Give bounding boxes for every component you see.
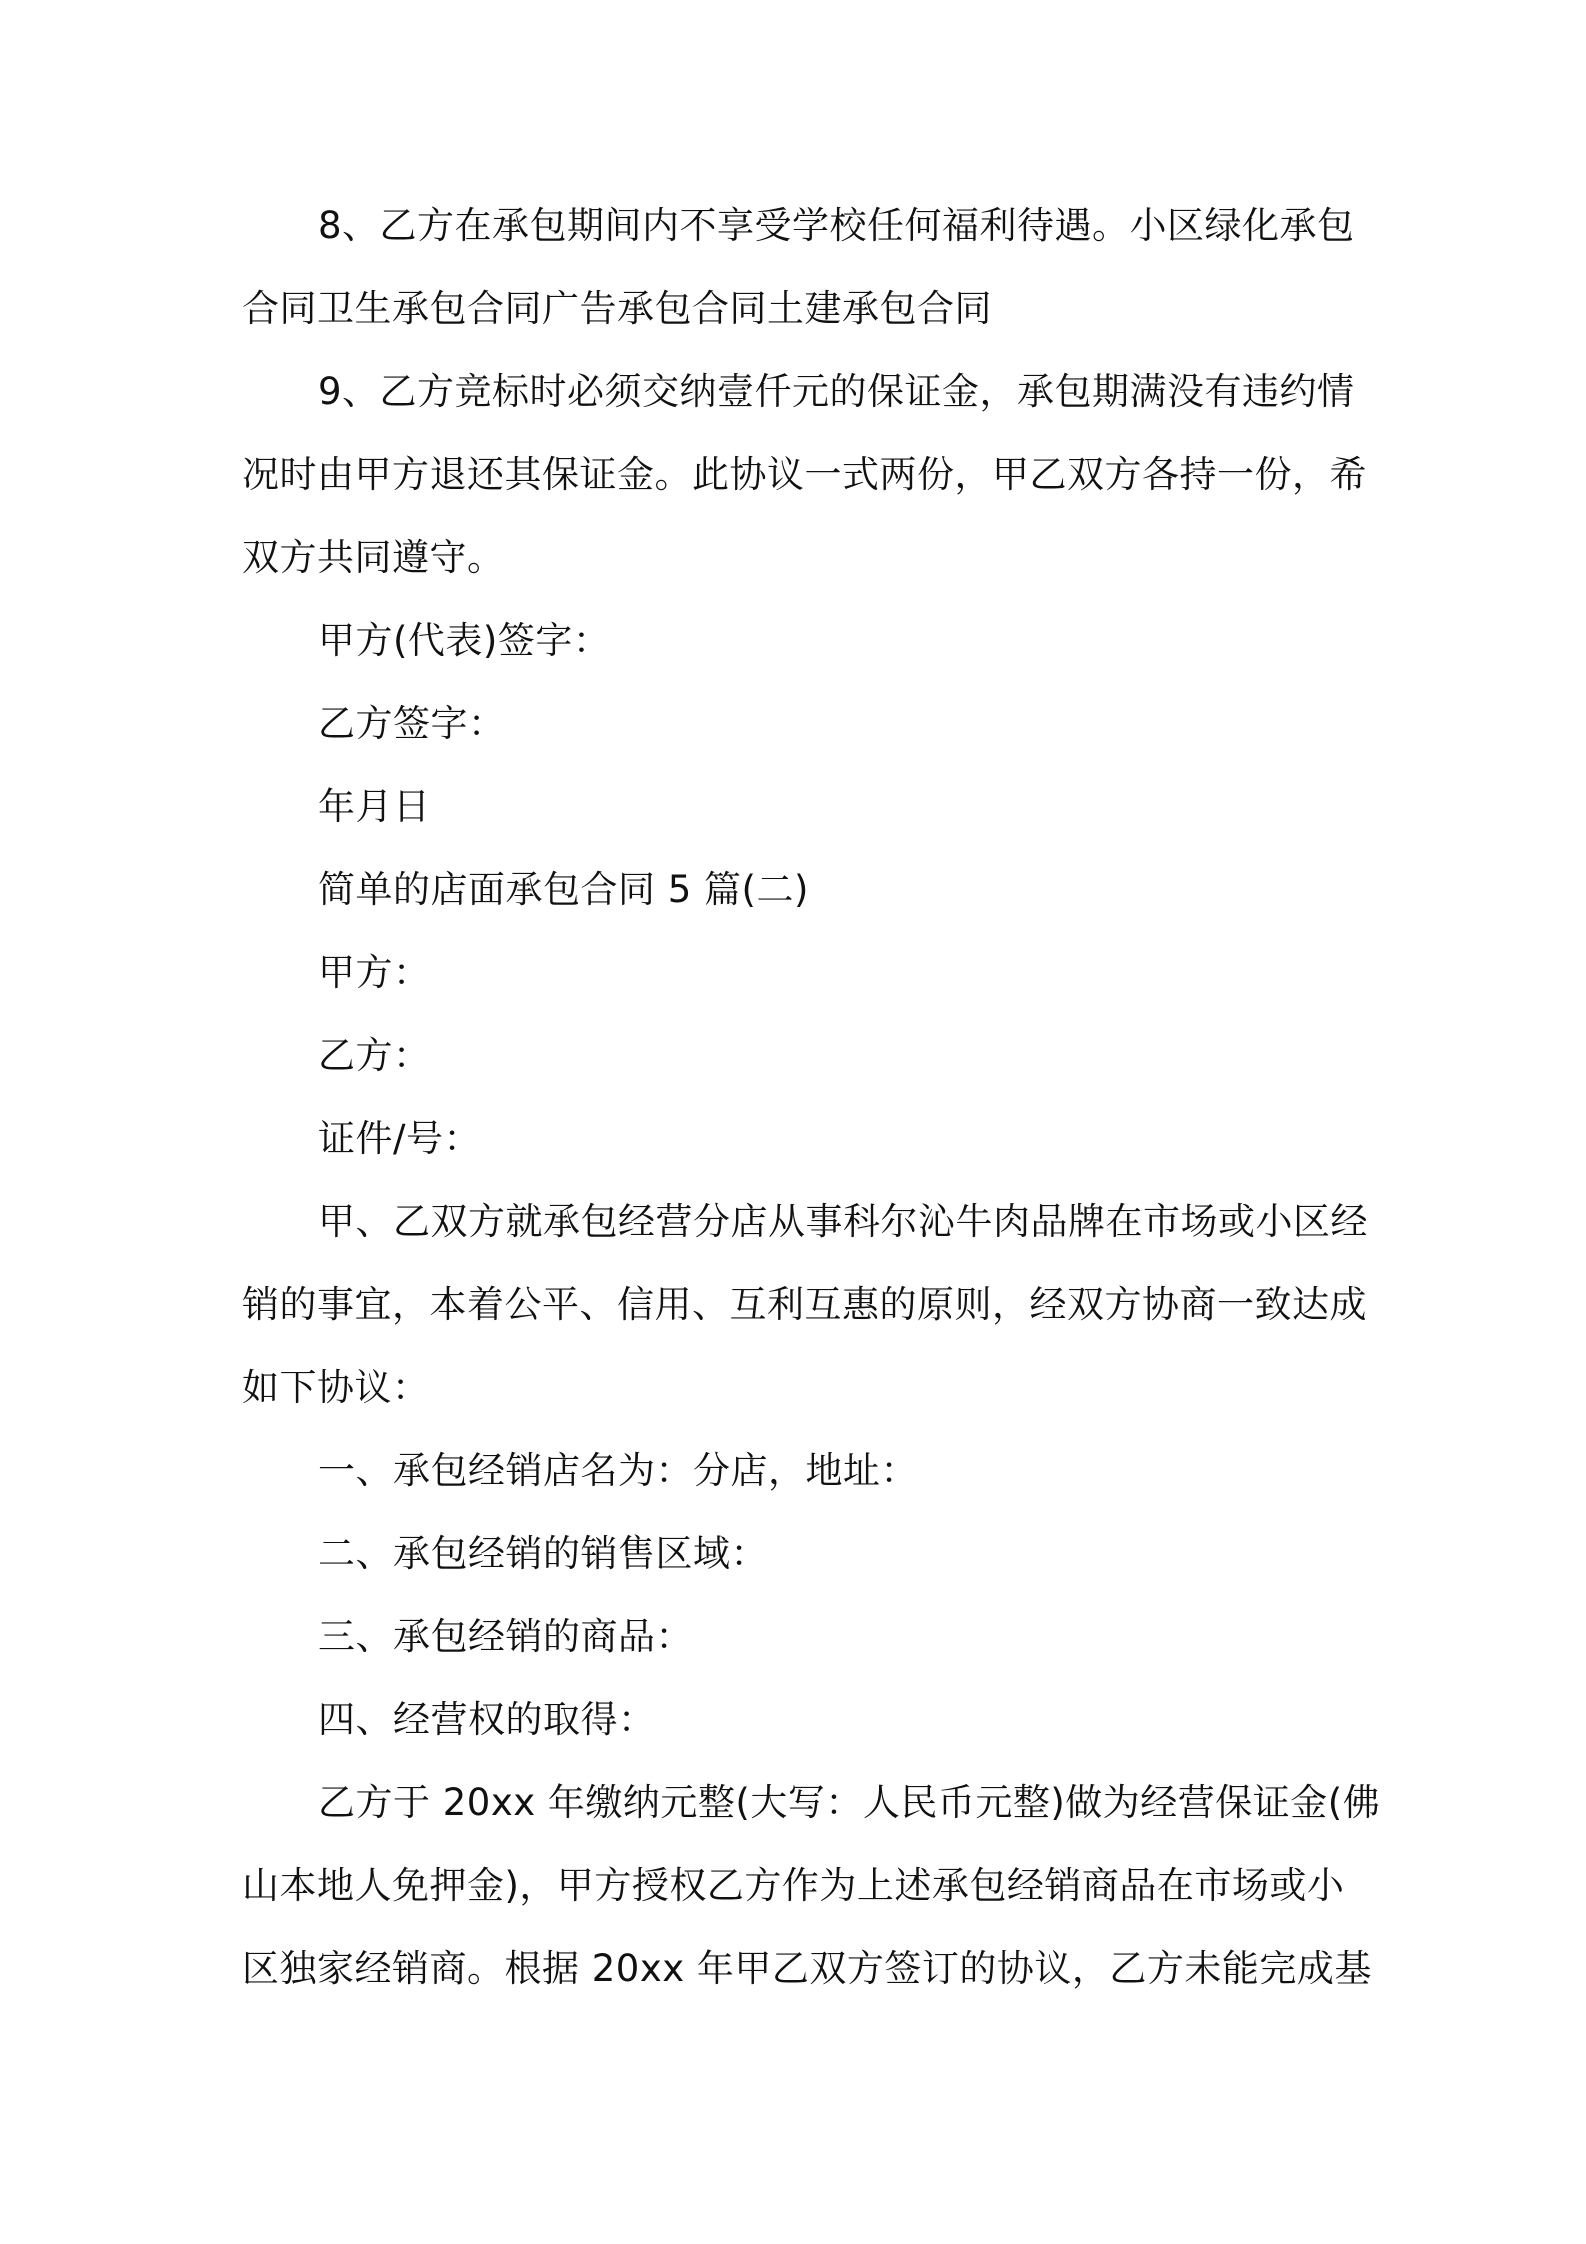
date-label: 年月日 <box>318 785 431 828</box>
paragraph-9-line-2: 况时由甲方退还其保证金。此协议一式两份，甲乙双方各持一份，希 <box>242 453 1367 496</box>
party-b-signature-label: 乙方签字： <box>318 702 506 745</box>
party-b-label: 乙方： <box>318 1034 431 1077</box>
paragraph-8-line-2: 合同卫生承包合同广告承包合同土建承包合同 <box>242 287 992 330</box>
clause-4-paragraph-line-3: 区独家经销商。根据 20xx 年甲乙双方签订的协议，乙方未能完成基 <box>242 1947 1372 1990</box>
paragraph-8-line-1: 8、乙方在承包期间内不享受学校任何福利待遇。小区绿化承包 <box>318 204 1355 247</box>
clause-1: 一、承包经销店名为：分店，地址： <box>318 1449 918 1492</box>
clause-4: 四、经营权的取得： <box>318 1698 656 1741</box>
clause-4-paragraph-line-2: 山本地人免押金)，甲方授权乙方作为上述承包经销商品在市场或小 <box>242 1864 1345 1907</box>
id-number-label: 证件/号： <box>318 1117 481 1160</box>
paragraph-9-line-3: 双方共同遵守。 <box>242 536 505 579</box>
intro-paragraph-line-2: 销的事宜，本着公平、信用、互利互惠的原则，经双方协商一致达成 <box>242 1283 1367 1326</box>
clause-4-paragraph-line-1: 乙方于 20xx 年缴纳元整(大写：人民币元整)做为经营保证金(佛 <box>318 1781 1381 1824</box>
paragraph-9-line-1: 9、乙方竞标时必须交纳壹仟元的保证金，承包期满没有违约情 <box>318 370 1355 413</box>
party-a-signature-label: 甲方(代表)签字： <box>318 619 611 662</box>
clause-2: 二、承包经销的销售区域： <box>318 1532 768 1575</box>
clause-3: 三、承包经销的商品： <box>318 1615 693 1658</box>
section-title: 简单的店面承包合同 5 篇(二) <box>318 868 809 911</box>
intro-paragraph-line-1: 甲、乙双方就承包经营分店从事科尔沁牛肉品牌在市场或小区经 <box>318 1200 1368 1243</box>
intro-paragraph-line-3: 如下协议： <box>242 1366 430 1409</box>
party-a-label: 甲方： <box>318 951 431 994</box>
